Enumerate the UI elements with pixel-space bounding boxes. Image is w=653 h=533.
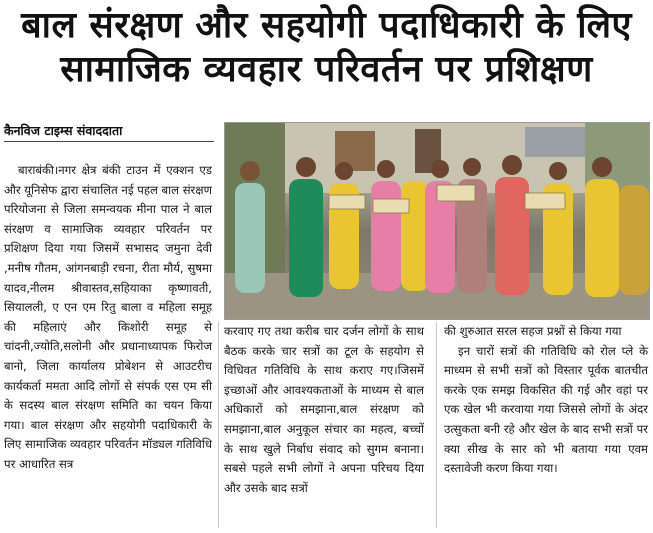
column-divider — [218, 322, 219, 528]
article-column-3 — [444, 322, 648, 479]
paragraph: की शुरुआत सरल सहज प्रश्नों से किया गया — [444, 324, 622, 338]
paragraph: करवाए गए तथा करीब चार दर्जन लोगों के साथ बैठक करके चार सत्रों का टूल के सहयोग से विधिवत गतिविधि के साथ कराए गए।जिसमें इच्छाओं और आवश्यकताओं के माध्यम से बाल अधिकारों को समझाना,बाल संरक्षण को समझाना,बाल अनुकूल संचार का महत्व, बच्चों के साथ खुले निर्बाध संवाद को सुगम बनाना।सबसे पहले सभी लोगों ने अपना परिचय दिया और उसके बाद सत्रों — [224, 324, 424, 495]
article-column-1 — [4, 161, 212, 475]
group-photo-icon — [225, 123, 649, 319]
paragraph: इन चारों सत्रों की गतिविधि को रोल प्ले के माध्यम से सभी सत्रों को विस्तार पूर्वक बातचीत करके एक समझ विकसित की गई और वहां पर एक खेल भी करवाया गया जिससे लोगों के अंदर उत्सुकता बनी रहे और खेल के बाद सभी सत्रों पर क्या सीख के सार को भी बताया गया एवम दस्तावेजी करण किया गया। — [444, 343, 648, 476]
column-divider — [436, 322, 437, 528]
article-column-2 — [224, 322, 424, 498]
headline-line-2: सामाजिक व्यवहार परिवर्तन पर प्रशिक्षण — [60, 49, 593, 90]
byline: कैनविज टाइम्स संवाददाता — [4, 122, 214, 142]
paragraph: बाराबंकी।नगर क्षेत्र बंकी टाउन में एक्शन एड और यूनिसेफ द्वारा संचालित नई पहल बाल संरक्षण परियोजना से जिला समन्वयक मीना पाल ने बाल संरक्षण व सामाजिक व्यवहार परिवर्तन पर प्रशिक्षण दिया गया जिसमें सभासद जमुना देवी ,मनीष गौतम, आंगनबाड़ी रचना, रीता मौर्य, सुषमा यादव,नीलम श्रीवास्तव,सहियाका कृष्णावती, सियालली, ए एन एम रितु बाला व महिला समूह की महिलाएं और किशोरी समूह से चांदनी,ज्योति,सलोनी और प्रधानाध्यापक फिरोज बानो, जिला कार्यालय प्रोबेशन से आउटरीच कार्यकर्ता ममता आदि लोगों से संपर्क एस एम सी के सदस्य बाल संरक्षण समिति का चयन किया गया। बाल संरक्षण और सहयोगी पदाधिकारी के लिए सामाजिक व्यवहार परिवर्तन मॉड्यल गतिविधि पर आधारित सत्र — [4, 163, 212, 471]
headline — [0, 4, 653, 92]
news-photo — [224, 122, 650, 320]
headline-line-1: बाल संरक्षण और सहयोगी पदाधिकारी के लिए — [21, 5, 632, 46]
